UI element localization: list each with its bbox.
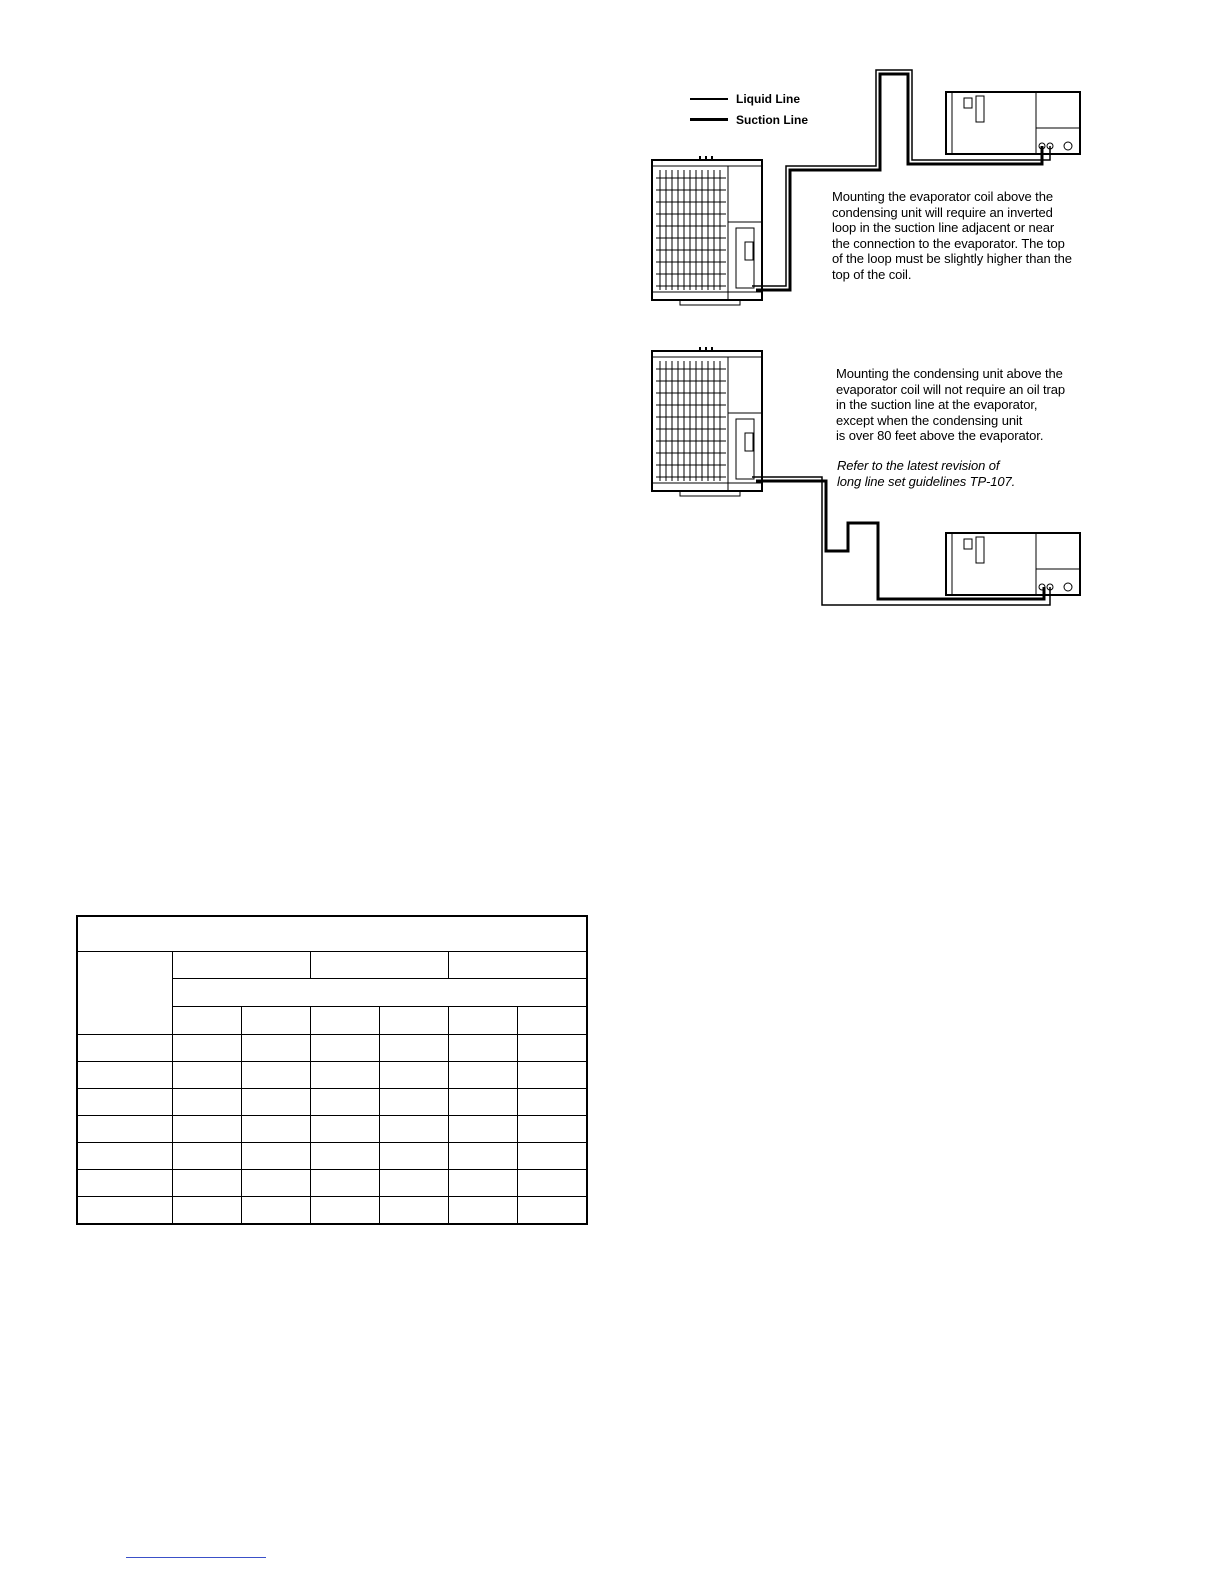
table-cell [518,1115,587,1142]
table-cell [77,1061,172,1088]
table-cell [379,1061,448,1088]
footer-link-underline[interactable] [126,1557,266,1558]
table-cell [172,1061,241,1088]
table-cell [379,1142,448,1169]
table-cell [518,1196,587,1224]
blank-data-table [76,915,588,1225]
table-cell [241,1034,310,1061]
table-cell [77,951,172,1034]
suction-line-with-trap [752,477,1050,605]
table-cell [379,1006,448,1034]
table-cell [77,1034,172,1061]
table-cell [518,1034,587,1061]
condenser-above-note [836,366,1126,444]
note-line: in the suction line at the evaporator, [836,397,1038,412]
evaporator-coil-illustration [946,533,1080,595]
table-cell [449,1196,518,1224]
note-line: Mounting the condensing unit above the [836,366,1063,381]
table-cell [77,1169,172,1196]
table-cell [379,1169,448,1196]
table-row [77,1034,587,1061]
table-cell [172,978,587,1006]
note-line: evaporator coil will not require an oil trap [836,381,1065,397]
table-cell [379,1034,448,1061]
table-cell [172,1169,241,1196]
evaporator-coil-illustration [946,92,1080,154]
note-line: loop in the suction line adjacent or near [832,220,1055,235]
table-cell [449,1142,518,1169]
table-cell [379,1088,448,1115]
table-cell [449,1061,518,1088]
table-cell [310,1061,379,1088]
table-cell [449,1169,518,1196]
guideline-reference-note [837,458,1127,489]
table-cell [172,1115,241,1142]
note-line: is over 80 feet above the evaporator. [836,428,1044,443]
evaporator-above-note [832,189,1132,282]
table-row [77,1142,587,1169]
legend-item-liquid-line [690,88,808,109]
table-row [77,1169,587,1196]
note-line: condensing unit will require an inverted [832,204,1053,220]
note-line: except when the condensing unit [836,412,1023,428]
table-cell [241,1006,310,1034]
condenser-coil-fins [656,361,726,481]
diagram-evaporator-above-condenser [640,60,1140,310]
note-line: Mounting the evaporator coil above the [832,189,1053,204]
suction-line-swatch [690,118,728,121]
note-line: of the loop must be slightly higher than the [832,251,1072,266]
table-cell [172,1006,241,1034]
table-cell [379,1115,448,1142]
table-cell [77,1196,172,1224]
table-cell [310,1169,379,1196]
legend-item-suction-line [690,109,808,130]
note-line: the connection to the evaporator. The top [832,235,1065,251]
table-header-row [77,951,587,978]
table-cell [449,951,587,978]
table-cell [172,951,310,978]
condenser-coil-fins [656,170,726,290]
table-cell [241,1061,310,1088]
table-cell [449,1088,518,1115]
table-cell [77,1115,172,1142]
diagram-condenser-above-evaporator [640,345,1140,610]
table-cell [310,1088,379,1115]
table-cell [518,1142,587,1169]
table-cell [172,1142,241,1169]
table-cell [241,1142,310,1169]
table-cell [310,1034,379,1061]
table-cell [310,1142,379,1169]
table-row [77,1196,587,1224]
table-cell [310,951,448,978]
table-cell [241,1169,310,1196]
table-cell [310,1196,379,1224]
table-cell [241,1115,310,1142]
table-cell [172,1034,241,1061]
table-cell [518,1061,587,1088]
table-cell [449,1034,518,1061]
table-cell [241,1088,310,1115]
note-line: long line set guidelines TP-107. [837,473,1016,489]
liquid-line-swatch [690,98,728,100]
table-cell [77,916,587,951]
table-cell [518,1006,587,1034]
table-title-row [77,916,587,951]
table-cell [172,1088,241,1115]
table-cell [241,1196,310,1224]
table-cell [518,1169,587,1196]
legend-label: Suction Line [736,112,808,127]
legend-label: Liquid Line [736,91,800,106]
table-cell [449,1115,518,1142]
table-cell [172,1196,241,1224]
table-cell [77,1088,172,1115]
table-cell [379,1196,448,1224]
table-row [77,1115,587,1142]
table-cell [310,1006,379,1034]
table-cell [77,1142,172,1169]
table-row [77,1088,587,1115]
table-cell [310,1115,379,1142]
table-cell [518,1088,587,1115]
table-cell [449,1006,518,1034]
note-line: top of the coil. [832,266,912,282]
table-row [77,1061,587,1088]
line-legend [690,88,808,130]
note-line: Refer to the latest revision of [837,458,1000,473]
